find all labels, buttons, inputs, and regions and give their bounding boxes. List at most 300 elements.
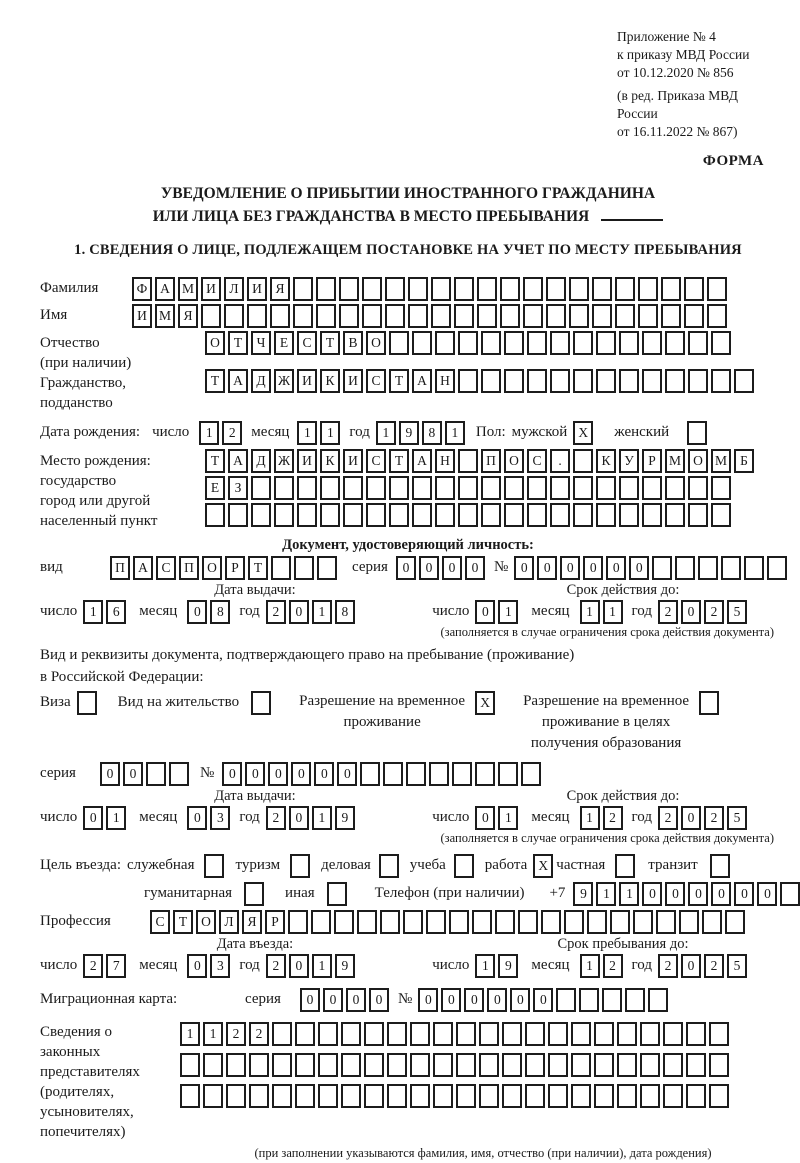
form-cell[interactable]	[224, 304, 244, 328]
form-cell[interactable]	[698, 556, 718, 580]
form-cell[interactable]	[433, 1053, 453, 1077]
form-cell[interactable]	[569, 277, 589, 301]
form-cell[interactable]: 1	[106, 806, 126, 830]
form-cell[interactable]: 0	[475, 806, 495, 830]
form-cell[interactable]: 0	[711, 882, 731, 906]
form-cell[interactable]: 0	[560, 556, 580, 580]
form-cell[interactable]: 1	[603, 600, 623, 624]
form-cell[interactable]: 0	[537, 556, 557, 580]
form-cell[interactable]	[341, 1022, 361, 1046]
form-cell[interactable]: 0	[629, 556, 649, 580]
form-cell[interactable]	[249, 1053, 269, 1077]
firstname-cells[interactable]	[132, 304, 730, 328]
form-cell[interactable]: 1	[580, 806, 600, 830]
identity-expiry-month-cells[interactable]	[580, 600, 626, 624]
form-cell[interactable]	[665, 331, 685, 355]
form-cell[interactable]: 0	[123, 762, 143, 786]
form-cell[interactable]: 0	[337, 762, 357, 786]
form-cell[interactable]	[619, 369, 639, 393]
form-cell[interactable]	[504, 503, 524, 527]
form-cell[interactable]	[642, 476, 662, 500]
form-cell[interactable]	[318, 1053, 338, 1077]
form-cell[interactable]: 0	[464, 988, 484, 1012]
form-cell[interactable]	[710, 854, 730, 878]
migration-card-number-cells[interactable]	[418, 988, 671, 1012]
form-cell[interactable]: С	[150, 910, 170, 934]
form-cell[interactable]: Б	[734, 449, 754, 473]
form-cell[interactable]	[387, 1053, 407, 1077]
form-cell[interactable]: 0	[606, 556, 626, 580]
form-cell[interactable]	[523, 304, 543, 328]
form-cell[interactable]: 9	[498, 954, 518, 978]
form-cell[interactable]	[665, 369, 685, 393]
form-cell[interactable]	[652, 556, 672, 580]
form-cell[interactable]	[573, 476, 593, 500]
form-cell[interactable]: 0	[757, 882, 777, 906]
form-cell[interactable]	[334, 910, 354, 934]
form-cell[interactable]	[587, 910, 607, 934]
form-cell[interactable]	[341, 1084, 361, 1108]
form-cell[interactable]	[410, 1053, 430, 1077]
form-cell[interactable]	[379, 854, 399, 878]
identity-doc-type-cells[interactable]	[110, 556, 340, 580]
residence-permit-checkbox[interactable]	[251, 691, 274, 715]
form-cell[interactable]: 3	[210, 806, 230, 830]
form-cell[interactable]	[688, 476, 708, 500]
form-cell[interactable]	[458, 503, 478, 527]
form-cell[interactable]: 1	[312, 954, 332, 978]
form-cell[interactable]: М	[711, 449, 731, 473]
form-cell[interactable]	[146, 762, 166, 786]
form-cell[interactable]	[541, 910, 561, 934]
form-cell[interactable]	[274, 503, 294, 527]
form-cell[interactable]	[569, 304, 589, 328]
form-cell[interactable]: 0	[289, 954, 309, 978]
form-cell[interactable]	[661, 277, 681, 301]
form-cell[interactable]	[527, 331, 547, 355]
temp-residence-permit-checkbox[interactable]	[475, 691, 498, 715]
residence-expiry-month-cells[interactable]	[580, 806, 626, 830]
form-cell[interactable]	[205, 503, 225, 527]
form-cell[interactable]: А	[412, 369, 432, 393]
form-cell[interactable]	[679, 910, 699, 934]
form-cell[interactable]: 0	[187, 600, 207, 624]
form-cell[interactable]	[410, 1022, 430, 1046]
form-cell[interactable]	[385, 277, 405, 301]
form-cell[interactable]	[573, 369, 593, 393]
form-cell[interactable]	[688, 331, 708, 355]
residence-expiry-year-cells[interactable]	[658, 806, 750, 830]
form-cell[interactable]: 0	[346, 988, 366, 1012]
form-cell[interactable]	[320, 476, 340, 500]
form-cell[interactable]	[479, 1022, 499, 1046]
form-cell[interactable]	[502, 1022, 522, 1046]
form-cell[interactable]	[640, 1084, 660, 1108]
form-cell[interactable]: 0	[396, 556, 416, 580]
residence-issue-month-cells[interactable]	[187, 806, 233, 830]
form-cell[interactable]: 0	[688, 882, 708, 906]
purpose-work-checkbox[interactable]	[533, 854, 556, 878]
form-cell[interactable]: П	[481, 449, 501, 473]
form-cell[interactable]	[518, 910, 538, 934]
form-cell[interactable]	[734, 369, 754, 393]
form-cell[interactable]	[709, 1084, 729, 1108]
form-cell[interactable]	[675, 556, 695, 580]
form-cell[interactable]: О	[688, 449, 708, 473]
form-cell[interactable]	[385, 304, 405, 328]
form-cell[interactable]	[502, 1084, 522, 1108]
form-cell[interactable]	[433, 1022, 453, 1046]
form-cell[interactable]	[711, 503, 731, 527]
birth-month-cells[interactable]	[297, 421, 343, 445]
form-cell[interactable]: 0	[681, 806, 701, 830]
form-cell[interactable]: Т	[205, 449, 225, 473]
form-cell[interactable]: 0	[419, 556, 439, 580]
form-cell[interactable]	[429, 762, 449, 786]
purpose-study-checkbox[interactable]	[454, 854, 477, 878]
form-cell[interactable]	[435, 476, 455, 500]
representatives-cells-row2[interactable]	[180, 1053, 732, 1077]
form-cell[interactable]: О	[196, 910, 216, 934]
form-cell[interactable]: 2	[266, 600, 286, 624]
form-cell[interactable]	[725, 910, 745, 934]
purpose-transit-checkbox[interactable]	[710, 854, 733, 878]
form-cell[interactable]: 1	[475, 954, 495, 978]
edu-residence-permit-checkbox[interactable]	[699, 691, 722, 715]
form-cell[interactable]	[294, 556, 314, 580]
form-cell[interactable]	[617, 1084, 637, 1108]
form-cell[interactable]: 2	[658, 954, 678, 978]
form-cell[interactable]	[412, 476, 432, 500]
form-cell[interactable]	[709, 1053, 729, 1077]
form-cell[interactable]: 8	[210, 600, 230, 624]
form-cell[interactable]	[293, 277, 313, 301]
form-cell[interactable]	[454, 277, 474, 301]
form-cell[interactable]	[617, 1053, 637, 1077]
form-cell[interactable]	[203, 1053, 223, 1077]
form-cell[interactable]: 2	[226, 1022, 246, 1046]
form-cell[interactable]	[288, 910, 308, 934]
form-cell[interactable]	[169, 762, 189, 786]
form-cell[interactable]	[525, 1084, 545, 1108]
form-cell[interactable]	[272, 1022, 292, 1046]
form-cell[interactable]	[458, 331, 478, 355]
form-cell[interactable]: А	[133, 556, 153, 580]
form-cell[interactable]	[412, 503, 432, 527]
form-cell[interactable]: 2	[249, 1022, 269, 1046]
form-cell[interactable]	[525, 1053, 545, 1077]
form-cell[interactable]: Д	[251, 449, 271, 473]
form-cell[interactable]: И	[201, 277, 221, 301]
form-cell[interactable]: 0	[734, 882, 754, 906]
form-cell[interactable]: М	[665, 449, 685, 473]
form-cell[interactable]: 7	[106, 954, 126, 978]
form-cell[interactable]: Е	[274, 331, 294, 355]
form-cell[interactable]: 9	[335, 954, 355, 978]
form-cell[interactable]	[625, 988, 645, 1012]
form-cell[interactable]	[362, 304, 382, 328]
form-cell[interactable]: С	[527, 449, 547, 473]
form-cell[interactable]	[656, 910, 676, 934]
form-cell[interactable]	[573, 449, 593, 473]
form-cell[interactable]	[383, 762, 403, 786]
form-cell[interactable]	[316, 277, 336, 301]
form-cell[interactable]: О	[504, 449, 524, 473]
form-cell[interactable]	[711, 476, 731, 500]
form-cell[interactable]	[684, 277, 704, 301]
identity-doc-series-cells[interactable]	[396, 556, 488, 580]
form-cell[interactable]	[272, 1053, 292, 1077]
form-cell[interactable]: 1	[297, 421, 317, 445]
form-cell[interactable]	[702, 910, 722, 934]
form-cell[interactable]: 9	[335, 806, 355, 830]
form-cell[interactable]: А	[228, 369, 248, 393]
form-cell[interactable]	[767, 556, 787, 580]
form-cell[interactable]: 5	[727, 806, 747, 830]
form-cell[interactable]	[548, 1084, 568, 1108]
form-cell[interactable]	[477, 304, 497, 328]
residence-expiry-day-cells[interactable]	[475, 806, 521, 830]
phone-cells[interactable]	[573, 882, 800, 906]
form-cell[interactable]	[617, 1022, 637, 1046]
form-cell[interactable]	[573, 503, 593, 527]
birth-year-cells[interactable]	[376, 421, 468, 445]
form-cell[interactable]	[458, 476, 478, 500]
form-cell[interactable]	[364, 1022, 384, 1046]
form-cell[interactable]	[596, 503, 616, 527]
form-cell[interactable]	[412, 331, 432, 355]
purpose-humanitarian-checkbox[interactable]	[244, 882, 267, 906]
citizenship-cells[interactable]	[205, 369, 757, 393]
identity-expiry-day-cells[interactable]	[475, 600, 521, 624]
residence-doc-number-cells[interactable]	[222, 762, 544, 786]
form-cell[interactable]: Р	[225, 556, 245, 580]
form-cell[interactable]: 0	[510, 988, 530, 1012]
form-cell[interactable]: П	[110, 556, 130, 580]
form-cell[interactable]	[389, 476, 409, 500]
form-cell[interactable]	[408, 277, 428, 301]
form-cell[interactable]: 1	[199, 421, 219, 445]
form-cell[interactable]: 5	[727, 954, 747, 978]
form-cell[interactable]: М	[178, 277, 198, 301]
form-cell[interactable]	[201, 304, 221, 328]
identity-issue-month-cells[interactable]	[187, 600, 233, 624]
form-cell[interactable]: 0	[418, 988, 438, 1012]
form-cell[interactable]	[272, 1084, 292, 1108]
entry-day-cells[interactable]	[83, 954, 129, 978]
form-cell[interactable]	[360, 762, 380, 786]
form-cell[interactable]	[602, 988, 622, 1012]
form-cell[interactable]	[477, 277, 497, 301]
form-cell[interactable]	[594, 1022, 614, 1046]
form-cell[interactable]: Я	[242, 910, 262, 934]
form-cell[interactable]	[780, 882, 800, 906]
form-cell[interactable]	[640, 1053, 660, 1077]
form-cell[interactable]	[504, 331, 524, 355]
form-cell[interactable]: З	[228, 476, 248, 500]
form-cell[interactable]	[318, 1084, 338, 1108]
form-cell[interactable]	[500, 304, 520, 328]
form-cell[interactable]: 0	[268, 762, 288, 786]
form-cell[interactable]: 2	[603, 806, 623, 830]
form-cell[interactable]: X	[573, 421, 593, 445]
form-cell[interactable]	[744, 556, 764, 580]
form-cell[interactable]	[686, 1084, 706, 1108]
form-cell[interactable]	[433, 1084, 453, 1108]
form-cell[interactable]	[452, 762, 472, 786]
form-cell[interactable]: К	[320, 369, 340, 393]
form-cell[interactable]	[316, 304, 336, 328]
form-cell[interactable]: 0	[83, 806, 103, 830]
identity-issue-day-cells[interactable]	[83, 600, 129, 624]
form-cell[interactable]: К	[596, 449, 616, 473]
form-cell[interactable]: И	[247, 277, 267, 301]
stay-year-cells[interactable]	[658, 954, 750, 978]
surname-cells[interactable]	[132, 277, 730, 301]
form-cell[interactable]	[665, 503, 685, 527]
form-cell[interactable]	[707, 304, 727, 328]
form-cell[interactable]: О	[366, 331, 386, 355]
form-cell[interactable]	[295, 1022, 315, 1046]
form-cell[interactable]: Ж	[274, 449, 294, 473]
form-cell[interactable]: 1	[498, 600, 518, 624]
form-cell[interactable]	[380, 910, 400, 934]
form-cell[interactable]	[610, 910, 630, 934]
form-cell[interactable]: 1	[619, 882, 639, 906]
form-cell[interactable]	[686, 1022, 706, 1046]
residence-issue-day-cells[interactable]	[83, 806, 129, 830]
stay-day-cells[interactable]	[475, 954, 521, 978]
form-cell[interactable]	[548, 1053, 568, 1077]
form-cell[interactable]	[638, 304, 658, 328]
form-cell[interactable]: 0	[465, 556, 485, 580]
entry-month-cells[interactable]	[187, 954, 233, 978]
form-cell[interactable]	[498, 762, 518, 786]
form-cell[interactable]: Т	[173, 910, 193, 934]
form-cell[interactable]	[297, 476, 317, 500]
form-cell[interactable]	[481, 331, 501, 355]
form-cell[interactable]: 2	[266, 806, 286, 830]
sex-female-checkbox[interactable]	[687, 421, 710, 445]
form-cell[interactable]	[495, 910, 515, 934]
form-cell[interactable]: 2	[658, 806, 678, 830]
form-cell[interactable]	[527, 476, 547, 500]
form-cell[interactable]: Л	[224, 277, 244, 301]
residence-doc-series-cells[interactable]	[100, 762, 192, 786]
form-cell[interactable]: 1	[320, 421, 340, 445]
form-cell[interactable]	[180, 1084, 200, 1108]
profession-cells[interactable]	[150, 910, 748, 934]
form-cell[interactable]: С	[366, 449, 386, 473]
representatives-cells-row3[interactable]	[180, 1084, 732, 1108]
form-cell[interactable]: 0	[222, 762, 242, 786]
form-cell[interactable]	[403, 910, 423, 934]
form-cell[interactable]	[203, 1084, 223, 1108]
form-cell[interactable]	[271, 556, 291, 580]
form-cell[interactable]	[684, 304, 704, 328]
form-cell[interactable]	[295, 1084, 315, 1108]
form-cell[interactable]	[431, 304, 451, 328]
form-cell[interactable]: И	[297, 449, 317, 473]
form-cell[interactable]	[663, 1053, 683, 1077]
form-cell[interactable]	[449, 910, 469, 934]
form-cell[interactable]	[633, 910, 653, 934]
form-cell[interactable]	[571, 1084, 591, 1108]
form-cell[interactable]: Т	[248, 556, 268, 580]
form-cell[interactable]	[709, 1022, 729, 1046]
form-cell[interactable]	[270, 304, 290, 328]
form-cell[interactable]	[550, 476, 570, 500]
form-cell[interactable]	[339, 277, 359, 301]
birth-day-cells[interactable]	[199, 421, 245, 445]
form-cell[interactable]	[251, 691, 271, 715]
form-cell[interactable]	[556, 988, 576, 1012]
form-cell[interactable]	[711, 369, 731, 393]
form-cell[interactable]	[251, 503, 271, 527]
form-cell[interactable]: 8	[335, 600, 355, 624]
form-cell[interactable]	[596, 369, 616, 393]
form-cell[interactable]	[525, 1022, 545, 1046]
form-cell[interactable]: 0	[187, 806, 207, 830]
form-cell[interactable]: 0	[314, 762, 334, 786]
form-cell[interactable]	[343, 503, 363, 527]
form-cell[interactable]	[389, 331, 409, 355]
form-cell[interactable]	[426, 910, 446, 934]
form-cell[interactable]	[293, 304, 313, 328]
identity-expiry-year-cells[interactable]	[658, 600, 750, 624]
form-cell[interactable]	[456, 1022, 476, 1046]
form-cell[interactable]: 2	[658, 600, 678, 624]
form-cell[interactable]: Н	[435, 449, 455, 473]
form-cell[interactable]	[387, 1084, 407, 1108]
form-cell[interactable]	[226, 1084, 246, 1108]
form-cell[interactable]: 2	[704, 954, 724, 978]
form-cell[interactable]	[579, 988, 599, 1012]
form-cell[interactable]	[317, 556, 337, 580]
form-cell[interactable]: 9	[399, 421, 419, 445]
birthplace-city-cells-1[interactable]	[205, 476, 757, 500]
form-cell[interactable]: Т	[205, 369, 225, 393]
form-cell[interactable]: 1	[203, 1022, 223, 1046]
form-cell[interactable]: К	[320, 449, 340, 473]
form-cell[interactable]: 0	[289, 806, 309, 830]
form-cell[interactable]	[571, 1022, 591, 1046]
form-cell[interactable]	[663, 1084, 683, 1108]
form-cell[interactable]	[564, 910, 584, 934]
form-cell[interactable]	[546, 277, 566, 301]
form-cell[interactable]	[204, 854, 224, 878]
form-cell[interactable]: 0	[665, 882, 685, 906]
form-cell[interactable]	[688, 369, 708, 393]
form-cell[interactable]	[458, 369, 478, 393]
form-cell[interactable]	[550, 503, 570, 527]
form-cell[interactable]: Е	[205, 476, 225, 500]
form-cell[interactable]	[596, 476, 616, 500]
form-cell[interactable]: С	[366, 369, 386, 393]
form-cell[interactable]: 1	[312, 806, 332, 830]
form-cell[interactable]: 1	[445, 421, 465, 445]
form-cell[interactable]	[550, 369, 570, 393]
form-cell[interactable]: И	[297, 369, 317, 393]
form-cell[interactable]	[389, 503, 409, 527]
form-cell[interactable]	[573, 331, 593, 355]
form-cell[interactable]: О	[202, 556, 222, 580]
form-cell[interactable]	[406, 762, 426, 786]
form-cell[interactable]	[458, 449, 478, 473]
form-cell[interactable]	[341, 1053, 361, 1077]
form-cell[interactable]	[688, 503, 708, 527]
form-cell[interactable]	[596, 331, 616, 355]
